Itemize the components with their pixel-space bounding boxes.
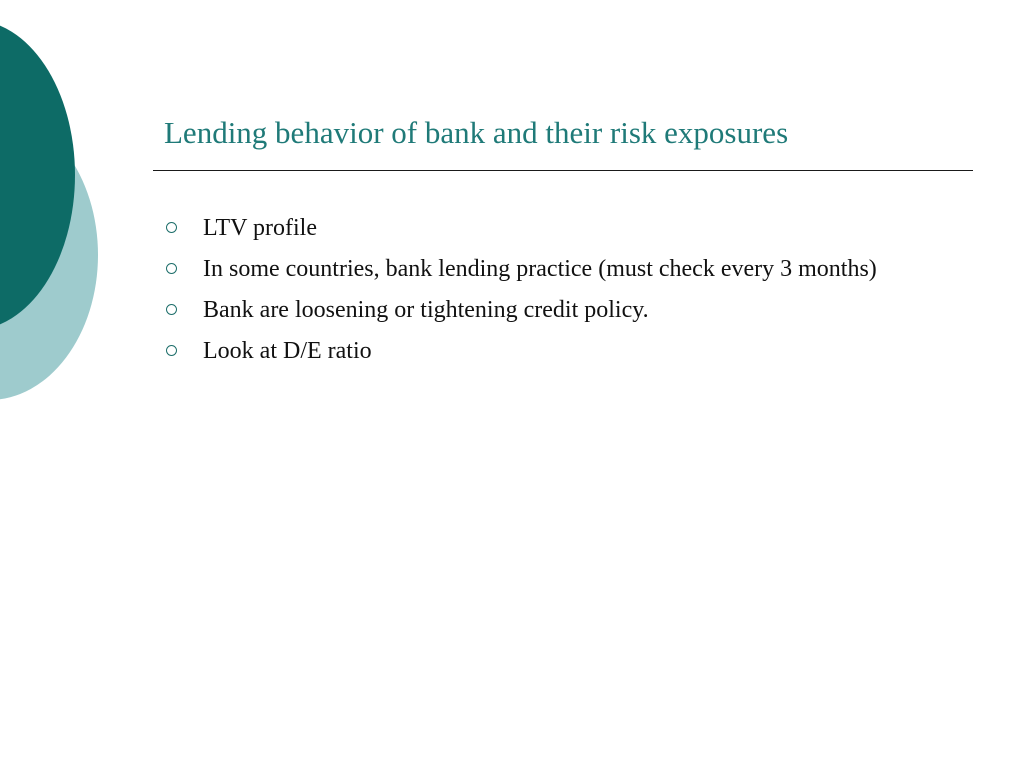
title-divider	[153, 170, 973, 171]
hollow-circle-bullet-icon	[166, 263, 177, 274]
bullet-text: Bank are loosening or tightening credit policy.	[203, 297, 649, 323]
hollow-circle-bullet-icon	[166, 304, 177, 315]
bullet-item	[164, 335, 924, 368]
bullet-item	[164, 212, 924, 245]
bullet-text: In some countries, bank lending practice (must check every 3 months)	[203, 256, 877, 282]
bullet-item	[164, 253, 924, 286]
hollow-circle-bullet-icon	[166, 345, 177, 356]
slide-title: Lending behavior of bank and their risk exposures	[164, 115, 789, 150]
bullet-text: LTV profile	[203, 215, 317, 241]
hollow-circle-bullet-icon	[166, 222, 177, 233]
bullet-item	[164, 294, 924, 327]
bullet-text: Look at D/E ratio	[203, 338, 372, 364]
bullet-list	[164, 212, 924, 376]
